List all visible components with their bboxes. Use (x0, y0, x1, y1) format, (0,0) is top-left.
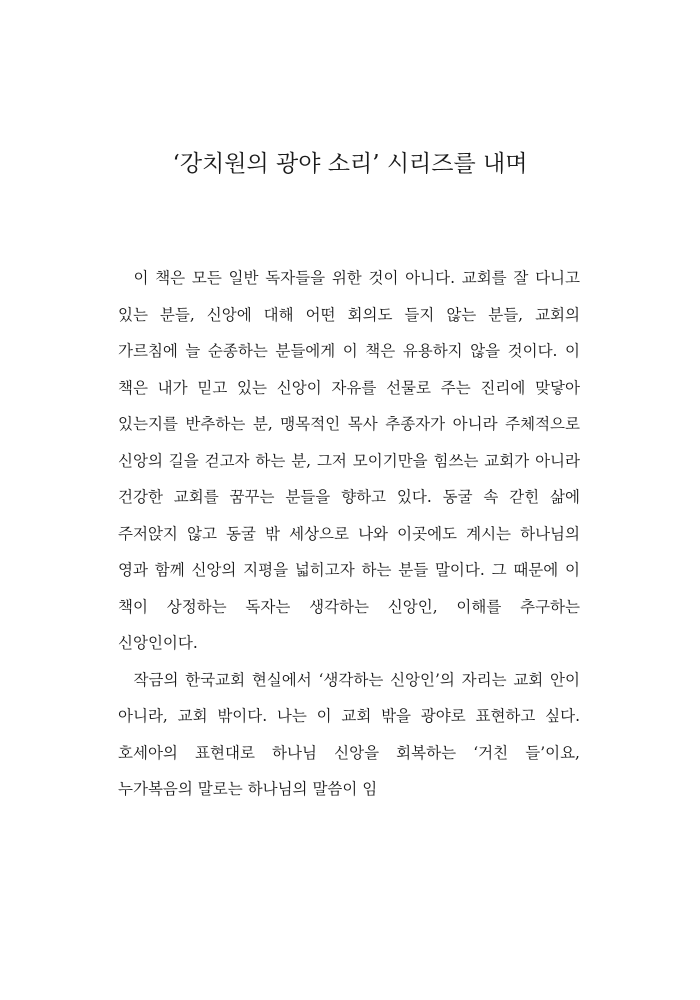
paragraph: 작금의 한국교회 현실에서 ‘생각하는 신앙인’의 자리는 교회 안이 아니라, 교회 밖이다. 나는 이 교회 밖을 광야로 표현하고 싶다. 호세아의 표현대로 하나님 신앙을 회복하는 ‘거친 들’이요, 누가복음의 말로는 하나님의 말씀이 임 (118, 670, 580, 798)
page-title: ‘강치원의 광야 소리’ 시리즈를 내며 (172, 151, 528, 177)
body-text (118, 260, 580, 808)
paragraph: 이 책은 모든 일반 독자들을 위한 것이 아니다. 교회를 잘 다니고 있는 분들, 신앙에 대해 어떤 회의도 들지 않는 분들, 교회의 가르침에 늘 순종하는 분들에게 이 책은 유용하지 않을 것이다. 이 책은 내가 믿고 있는 신앙이 자유를 선물로 주는 진리에 맞닿아 있는지를 반추하는 분, 맹목적인 목사 추종자가 아니라 주체적으로 신앙의 길을 걷고자 하는 분, 그저 모이기만을 힘쓰는 교회가 아니라 건강한 교회를 꿈꾸는 분들을 향하고 있다. 동굴 속 갇힌 삶에 주저앉지 않고 동굴 밖 세상으로 나와 이곳에도 계시는 하나님의 영과 함께 신앙의 지평을 넓히고자 하는 분들 말이다. 그 때문에 이 책이 상정하는 독자는 생각하는 신앙인, 이해를 추구하는 신앙인이다. (118, 269, 580, 652)
